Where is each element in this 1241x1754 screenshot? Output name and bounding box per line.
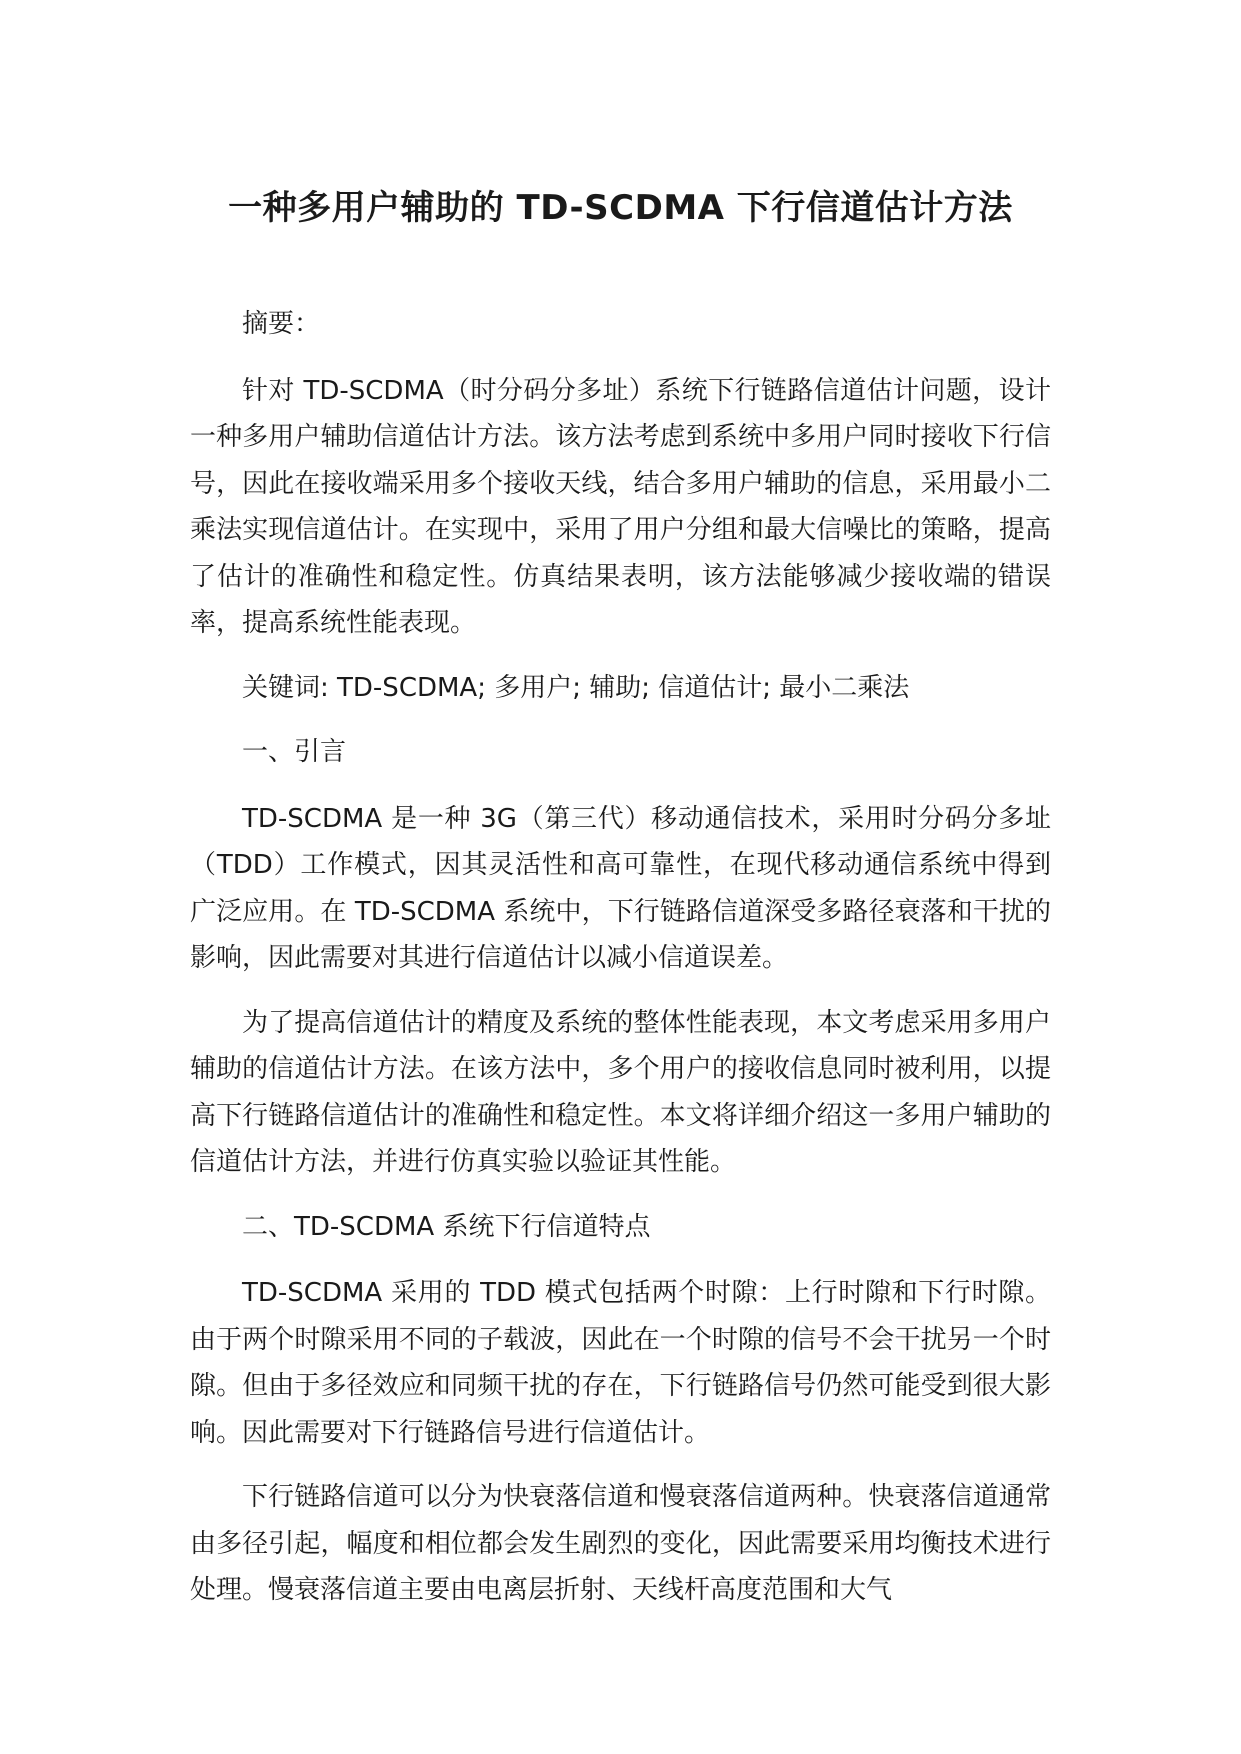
- channel-paragraph-2: 下行链路信道可以分为快衰落信道和慢衰落信道两种。快衰落信道通常由多径引起，幅度和相位都会发生剧烈的变化，因此需要采用均衡技术进行处理。慢衰落信道主要由电离层折射、天线杆高度范围和大气: [190, 1482, 1051, 1605]
- abstract-label: 摘要：: [242, 309, 321, 339]
- keywords-line: 关键词: TD-SCDMA; 多用户; 辅助; 信道估计; 最小二乘法: [242, 672, 910, 703]
- introduction-paragraph-2: 为了提高信道估计的精度及系统的整体性能表现，本文考虑采用多用户辅助的信道估计方法。在该方法中，多个用户的接收信息同时被利用，以提高下行链路信道估计的准确性和稳定性。本文将详细介绍这一多用户辅助的信道估计方法，并进行仿真实验以验证其性能。: [190, 1007, 1051, 1177]
- abstract-paragraph: 针对 TD-SCDMA（时分码分多址）系统下行链路信道估计问题，设计一种多用户辅助信道估计方法。该方法考虑到系统中多用户同时接收下行信号，因此在接收端采用多个接收天线，结合多用户辅助的信息，采用最小二乘法实现信道估计。在实现中，采用了用户分组和最大信噪比的策略，提高了估计的准确性和稳定性。仿真结果表明，该方法能够减少接收端的错误率，提高系统性能表现。: [190, 375, 1051, 638]
- introduction-paragraph-1: TD-SCDMA 是一种 3G（第三代）移动通信技术，采用时分码分多址（TDD）工作模式，因其灵活性和高可靠性，在现代移动通信系统中得到广泛应用。在 TD-SCDMA 系统中，下行链路信道深受多路径衰落和干扰的影响，因此需要对其进行信道估计以减小信道误差。: [190, 803, 1051, 973]
- channel-paragraph-1: TD-SCDMA 采用的 TDD 模式包括两个时隙：上行时隙和下行时隙。由于两个时隙采用不同的子载波，因此在一个时隙的信号不会干扰另一个时隙。但由于多径效应和同频干扰的存在，下行链路信号仍然可能受到很大影响。因此需要对下行链路信号进行信道估计。: [190, 1278, 1051, 1448]
- document-title: 一种多用户辅助的 TD-SCDMA 下行信道估计方法: [228, 188, 1013, 228]
- section-heading-introduction: 一、引言: [242, 737, 347, 767]
- section-heading-channel-characteristics: 二、TD-SCDMA 系统下行信道特点: [242, 1211, 651, 1242]
